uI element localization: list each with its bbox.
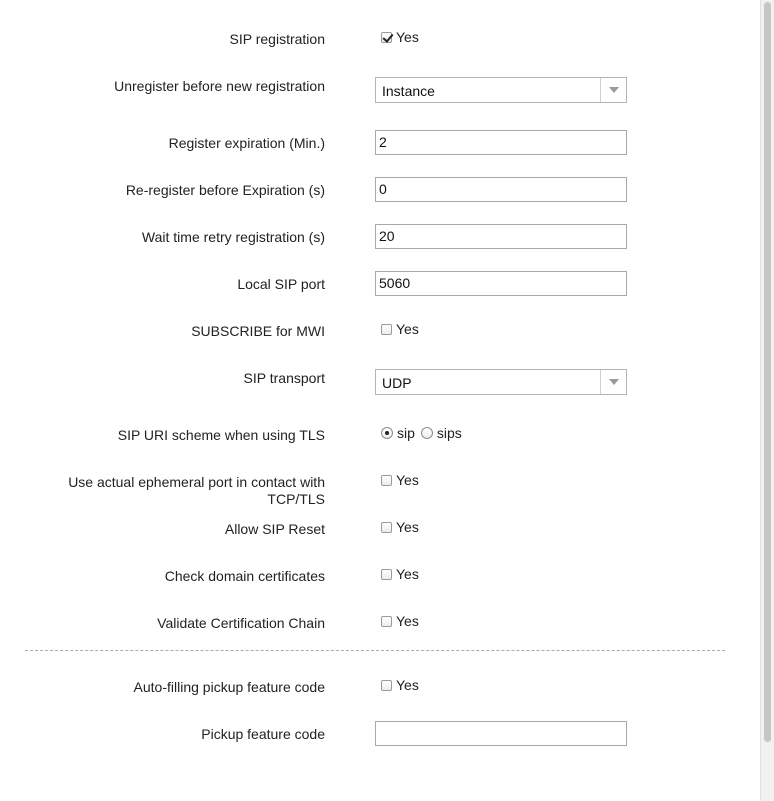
check-domain-checkbox[interactable]: [375, 566, 419, 582]
checkbox-icon[interactable]: [381, 569, 392, 580]
sip-registration-option: Yes: [396, 29, 419, 45]
wait-retry-label: Wait time retry registration (s): [141, 229, 325, 245]
unregister-value: Instance: [382, 83, 435, 99]
register-expiration-input[interactable]: 2: [375, 130, 627, 155]
scrollbar-thumb[interactable]: [764, 2, 771, 742]
checkbox-checked-icon[interactable]: [381, 32, 392, 43]
local-sip-port-input[interactable]: 5060: [375, 271, 627, 296]
autofill-pickup-label: Auto-filling pickup feature code: [133, 679, 325, 695]
validate-chain-checkbox[interactable]: [375, 613, 419, 629]
row-sip-transport: [0, 369, 760, 395]
row-unregister: [0, 77, 760, 103]
autofill-pickup-checkbox[interactable]: [375, 677, 419, 693]
pickup-code-label: Pickup feature code: [201, 726, 325, 742]
reregister-label: Re-register before Expiration (s): [125, 182, 325, 198]
subscribe-mwi-checkbox[interactable]: [375, 321, 419, 337]
unregister-select[interactable]: [375, 77, 627, 103]
radio-sip[interactable]: [381, 427, 393, 439]
validate-chain-option: Yes: [396, 613, 419, 629]
sip-registration-checkbox[interactable]: [375, 29, 419, 45]
sip-transport-value: UDP: [382, 375, 412, 391]
checkbox-icon[interactable]: [381, 680, 392, 691]
chevron-down-icon[interactable]: [600, 370, 626, 394]
radio-sips-label: sips: [436, 425, 462, 441]
check-domain-option: Yes: [396, 566, 419, 582]
sip-transport-label: SIP transport: [243, 370, 325, 386]
allow-reset-checkbox[interactable]: [375, 519, 419, 535]
pickup-code-input[interactable]: [375, 721, 627, 746]
uri-scheme-radio-group: [375, 425, 462, 441]
radio-sips[interactable]: [421, 427, 433, 439]
ephemeral-port-checkbox[interactable]: [375, 472, 419, 488]
check-domain-label: Check domain certificates: [164, 568, 325, 584]
subscribe-mwi-label: SUBSCRIBE for MWI: [191, 323, 325, 339]
ephemeral-port-label-line2: TCP/TLS: [267, 491, 325, 507]
uri-scheme-label: SIP URI scheme when using TLS: [117, 427, 325, 443]
validate-chain-label: Validate Certification Chain: [157, 615, 325, 631]
vertical-scrollbar[interactable]: [760, 0, 774, 801]
register-expiration-label: Register expiration (Min.): [168, 135, 325, 151]
checkbox-icon[interactable]: [381, 475, 392, 486]
checkbox-icon[interactable]: [381, 616, 392, 627]
reregister-input[interactable]: 0: [375, 177, 627, 202]
wait-retry-input[interactable]: 20: [375, 224, 627, 249]
sip-registration-label: SIP registration: [229, 31, 325, 47]
local-sip-port-label: Local SIP port: [237, 276, 325, 292]
subscribe-mwi-option: Yes: [396, 321, 419, 337]
sip-transport-select[interactable]: [375, 369, 627, 395]
checkbox-icon[interactable]: [381, 324, 392, 335]
allow-reset-option: Yes: [396, 519, 419, 535]
autofill-pickup-option: Yes: [396, 677, 419, 693]
ephemeral-port-label: [25, 474, 325, 508]
allow-reset-label: Allow SIP Reset: [224, 521, 325, 537]
ephemeral-port-label-line1: Use actual ephemeral port in contact with: [68, 474, 325, 490]
chevron-down-icon[interactable]: [600, 78, 626, 102]
section-divider: [25, 650, 725, 651]
ephemeral-port-option: Yes: [396, 472, 419, 488]
checkbox-icon[interactable]: [381, 522, 392, 533]
unregister-label: Unregister before new registration: [114, 78, 325, 94]
radio-sip-label: sip: [397, 425, 415, 441]
